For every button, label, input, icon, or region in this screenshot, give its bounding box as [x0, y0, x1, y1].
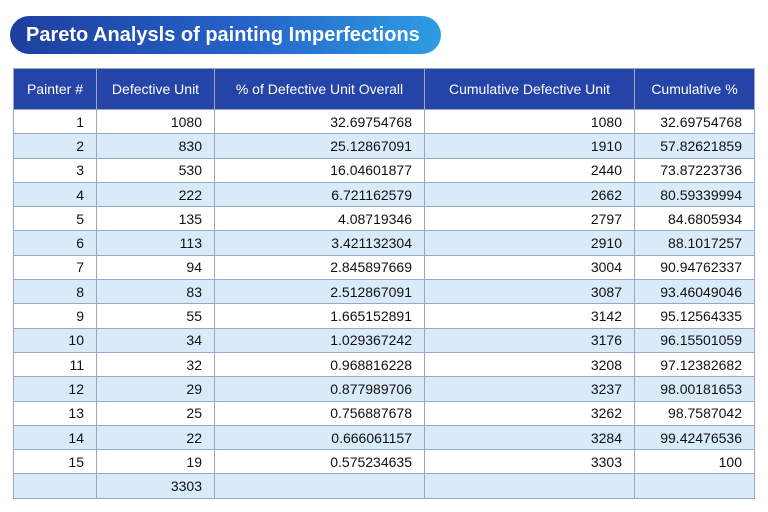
defective-unit-cell: 25 — [97, 401, 215, 425]
cumulative-defective-cell: 3262 — [425, 401, 635, 425]
table-row — [14, 110, 755, 134]
table-row — [14, 182, 755, 206]
percent-overall-cell: 0.968816228 — [215, 352, 425, 376]
percent-overall-cell: 32.69754768 — [215, 110, 425, 134]
percent-overall-cell: 2.512867091 — [215, 280, 425, 304]
painter-cell: 12 — [14, 377, 97, 401]
defective-unit-cell: 830 — [97, 134, 215, 158]
cumulative-defective-cell: 2440 — [425, 158, 635, 182]
cumulative-defective-cell: 2797 — [425, 207, 635, 231]
defective-unit-cell: 19 — [97, 450, 215, 474]
percent-overall-cell: 1.665152891 — [215, 304, 425, 328]
table-row — [14, 158, 755, 182]
percent-overall-cell: 3.421132304 — [215, 231, 425, 255]
painter-cell: 1 — [14, 110, 97, 134]
cumulative-percent-cell: 57.82621859 — [635, 134, 755, 158]
table-row — [14, 450, 755, 474]
pareto-table — [13, 68, 755, 499]
header-percent-overall: % of Defective Unit Overall — [215, 69, 425, 110]
defective-unit-cell: 530 — [97, 158, 215, 182]
defective-unit-cell: 22 — [97, 425, 215, 449]
cumulative-percent-cell: 98.7587042 — [635, 401, 755, 425]
total-defective-cell: 3303 — [97, 474, 215, 498]
total-cell-empty — [635, 474, 755, 498]
percent-overall-cell: 16.04601877 — [215, 158, 425, 182]
percent-overall-cell: 0.666061157 — [215, 425, 425, 449]
painter-cell: 11 — [14, 352, 97, 376]
percent-overall-cell: 0.756887678 — [215, 401, 425, 425]
cumulative-defective-cell: 3237 — [425, 377, 635, 401]
painter-cell: 9 — [14, 304, 97, 328]
table-body — [14, 110, 755, 499]
cumulative-percent-cell: 73.87223736 — [635, 158, 755, 182]
cumulative-defective-cell: 3176 — [425, 328, 635, 352]
painter-cell: 6 — [14, 231, 97, 255]
percent-overall-cell: 0.575234635 — [215, 450, 425, 474]
table-row — [14, 304, 755, 328]
table-row — [14, 352, 755, 376]
cumulative-percent-cell: 99.42476536 — [635, 425, 755, 449]
percent-overall-cell: 25.12867091 — [215, 134, 425, 158]
defective-unit-cell: 135 — [97, 207, 215, 231]
painter-cell: 5 — [14, 207, 97, 231]
table-row — [14, 328, 755, 352]
painter-cell: 8 — [14, 280, 97, 304]
cumulative-percent-cell: 95.12564335 — [635, 304, 755, 328]
cumulative-percent-cell: 88.1017257 — [635, 231, 755, 255]
percent-overall-cell: 0.877989706 — [215, 377, 425, 401]
cumulative-defective-cell: 2662 — [425, 182, 635, 206]
painter-cell: 2 — [14, 134, 97, 158]
painter-cell: 7 — [14, 255, 97, 279]
painter-cell: 10 — [14, 328, 97, 352]
cumulative-percent-cell: 100 — [635, 450, 755, 474]
header-defective-unit: Defective Unit — [97, 69, 215, 110]
cumulative-defective-cell: 3208 — [425, 352, 635, 376]
table-row — [14, 134, 755, 158]
cumulative-defective-cell: 3303 — [425, 450, 635, 474]
total-cell-empty — [14, 474, 97, 498]
table-row — [14, 231, 755, 255]
cumulative-defective-cell: 3284 — [425, 425, 635, 449]
table-row — [14, 377, 755, 401]
defective-unit-cell: 113 — [97, 231, 215, 255]
cumulative-defective-cell: 1080 — [425, 110, 635, 134]
cumulative-percent-cell: 96.15501059 — [635, 328, 755, 352]
percent-overall-cell: 6.721162579 — [215, 182, 425, 206]
defective-unit-cell: 94 — [97, 255, 215, 279]
cumulative-percent-cell: 97.12382682 — [635, 352, 755, 376]
cumulative-defective-cell: 2910 — [425, 231, 635, 255]
cumulative-percent-cell: 93.46049046 — [635, 280, 755, 304]
cumulative-defective-cell: 3142 — [425, 304, 635, 328]
header-cumulative-percent: Cumulative % — [635, 69, 755, 110]
defective-unit-cell: 83 — [97, 280, 215, 304]
cumulative-percent-cell: 32.69754768 — [635, 110, 755, 134]
cumulative-defective-cell: 1910 — [425, 134, 635, 158]
cumulative-percent-cell: 98.00181653 — [635, 377, 755, 401]
painter-cell: 13 — [14, 401, 97, 425]
table-row — [14, 207, 755, 231]
defective-unit-cell: 222 — [97, 182, 215, 206]
painter-cell: 4 — [14, 182, 97, 206]
defective-unit-cell: 1080 — [97, 110, 215, 134]
header-cumulative-defective: Cumulative Defective Unit — [425, 69, 635, 110]
total-cell-empty — [425, 474, 635, 498]
painter-cell: 3 — [14, 158, 97, 182]
defective-unit-cell: 29 — [97, 377, 215, 401]
table-row — [14, 425, 755, 449]
cumulative-percent-cell: 90.94762337 — [635, 255, 755, 279]
percent-overall-cell: 4.08719346 — [215, 207, 425, 231]
cumulative-percent-cell: 80.59339994 — [635, 182, 755, 206]
header-painter: Painter # — [14, 69, 97, 110]
page-title: Pareto Analysls of painting Imperfections — [10, 16, 441, 54]
table-header-row — [14, 69, 755, 110]
cumulative-defective-cell: 3004 — [425, 255, 635, 279]
total-row — [14, 474, 755, 498]
defective-unit-cell: 34 — [97, 328, 215, 352]
table-row — [14, 401, 755, 425]
defective-unit-cell: 32 — [97, 352, 215, 376]
cumulative-defective-cell: 3087 — [425, 280, 635, 304]
table-row — [14, 280, 755, 304]
cumulative-percent-cell: 84.6805934 — [635, 207, 755, 231]
percent-overall-cell: 2.845897669 — [215, 255, 425, 279]
defective-unit-cell: 55 — [97, 304, 215, 328]
table-row — [14, 255, 755, 279]
painter-cell: 14 — [14, 425, 97, 449]
painter-cell: 15 — [14, 450, 97, 474]
percent-overall-cell: 1.029367242 — [215, 328, 425, 352]
total-cell-empty — [215, 474, 425, 498]
